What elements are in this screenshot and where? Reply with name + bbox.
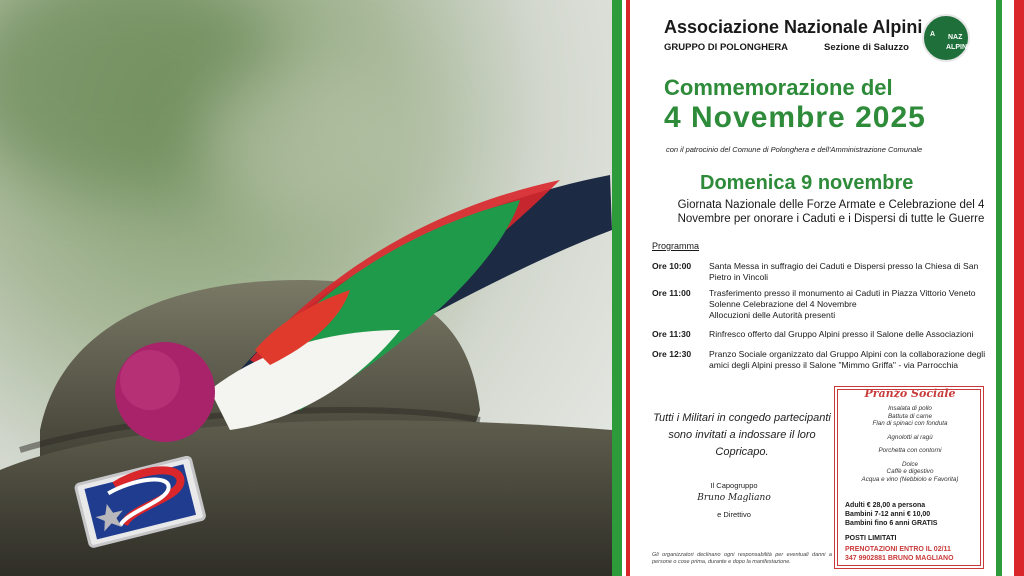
direttivo-label: e Direttivo bbox=[717, 510, 751, 519]
event-date-heading: 4 Novembre 2025 bbox=[664, 101, 926, 134]
flag-stripe-green-right bbox=[996, 0, 1002, 576]
menu-item: Acqua e vino (Nebbiolo e Favorita) bbox=[861, 475, 959, 483]
event-poster bbox=[612, 0, 1024, 576]
menu-item: Battuta di carne bbox=[887, 412, 933, 420]
commemorazione-heading: Commemorazione del bbox=[664, 75, 893, 100]
programma-time: Ore 11:00 bbox=[652, 288, 691, 298]
prenotazioni-deadline: PRENOTAZIONI ENTRO IL 02/11 bbox=[845, 546, 951, 553]
menu-item: Dolce bbox=[901, 460, 919, 468]
pranzo-sociale-box bbox=[834, 386, 984, 569]
prezzo-item: Adulti € 28,00 a persona bbox=[845, 502, 926, 509]
menu-item: Caffè e digestivo bbox=[886, 468, 934, 475]
programma-item bbox=[652, 329, 988, 341]
capogruppo-signature: Bruno Magliano bbox=[697, 493, 771, 503]
programma-item bbox=[652, 288, 988, 323]
event-day-heading: Domenica 9 novembre bbox=[700, 172, 914, 194]
flag-stripe-green-left bbox=[612, 0, 622, 576]
menu-item: Porchetta con contorni bbox=[878, 447, 942, 454]
menu-list bbox=[835, 405, 985, 483]
programma-item bbox=[652, 261, 988, 285]
prezzo-item: Bambini fino 6 anni GRATIS bbox=[845, 520, 938, 527]
posti-limitati-label: POSTI LIMITATI bbox=[845, 535, 897, 542]
menu-title: Pranzo Sociale bbox=[864, 387, 956, 400]
programma-time: Ore 12:30 bbox=[652, 349, 692, 359]
invito-text: Tutti i Militari in congedo partecipanti sono invitati a indossare il loro Copricapo. bbox=[653, 412, 831, 458]
menu-item: Flan di spinaci con fonduta bbox=[872, 420, 948, 427]
flag-stripe-red-right bbox=[1014, 0, 1024, 576]
menu-item: Insalata di pollo bbox=[888, 405, 932, 412]
prezzi-list bbox=[845, 501, 981, 528]
programma-text: Santa Messa in suffragio dei Caduti e Dispersi presso la Chiesa di San Pietro in Vincoli bbox=[709, 261, 979, 282]
programma-time: Ore 11:30 bbox=[652, 329, 691, 339]
prezzo-item: Bambini 7-12 anni € 10,00 bbox=[845, 511, 931, 518]
association-title: Associazione Nazionale Alpini bbox=[664, 17, 923, 37]
prenotazioni-info bbox=[845, 546, 954, 563]
patrocinio-text: con il patrocinio del Comune di Polonghera e dell'Amministrazione Comunale bbox=[666, 145, 923, 154]
menu-item: Agnolotti al ragù bbox=[887, 433, 933, 441]
prenotazioni-contact: 347 9902881 BRUNO MAGLIANO bbox=[845, 554, 954, 562]
flag-stripe-red-left bbox=[626, 0, 630, 576]
programma-text: Rinfresco offerto dal Gruppo Alpini presso il Salone delle Associazioni bbox=[709, 329, 974, 339]
disclaimer-text: Gli organizzatori declinano ogni responsabilità per eventuali danni a persone o cose prima, durante e dopo la manifestazione. bbox=[652, 552, 832, 565]
ana-logo-icon: A NAZ ALPINI bbox=[922, 14, 970, 62]
capogruppo-label: Il Capogruppo bbox=[710, 481, 758, 490]
sezione-label: Sezione di Saluzzo bbox=[824, 42, 909, 53]
programma-item bbox=[652, 349, 988, 373]
programma-heading: Programma bbox=[652, 241, 700, 251]
giornata-description: Giornata Nazionale delle Forze Armate e Celebrazione del 4 Novembre per onorare i Caduti e i Dispersi di tutte le Guerre bbox=[677, 199, 985, 225]
gruppo-label: GRUPPO DI POLONGHERA bbox=[664, 42, 789, 53]
programma-text: Pranzo Sociale organizzato dal Gruppo Alpini con la collaborazione degli amici degli Alpini presso il Salone "Mimmo Griffa" - via Parrocchia bbox=[709, 349, 986, 370]
programma-text: Trasferimento presso il monumento ai Caduti in Piazza Vittorio Veneto Solenne Celebrazione del 4 Novembre Allocuzioni delle Autorità presenti bbox=[709, 288, 976, 320]
programma-time: Ore 10:00 bbox=[652, 261, 692, 271]
